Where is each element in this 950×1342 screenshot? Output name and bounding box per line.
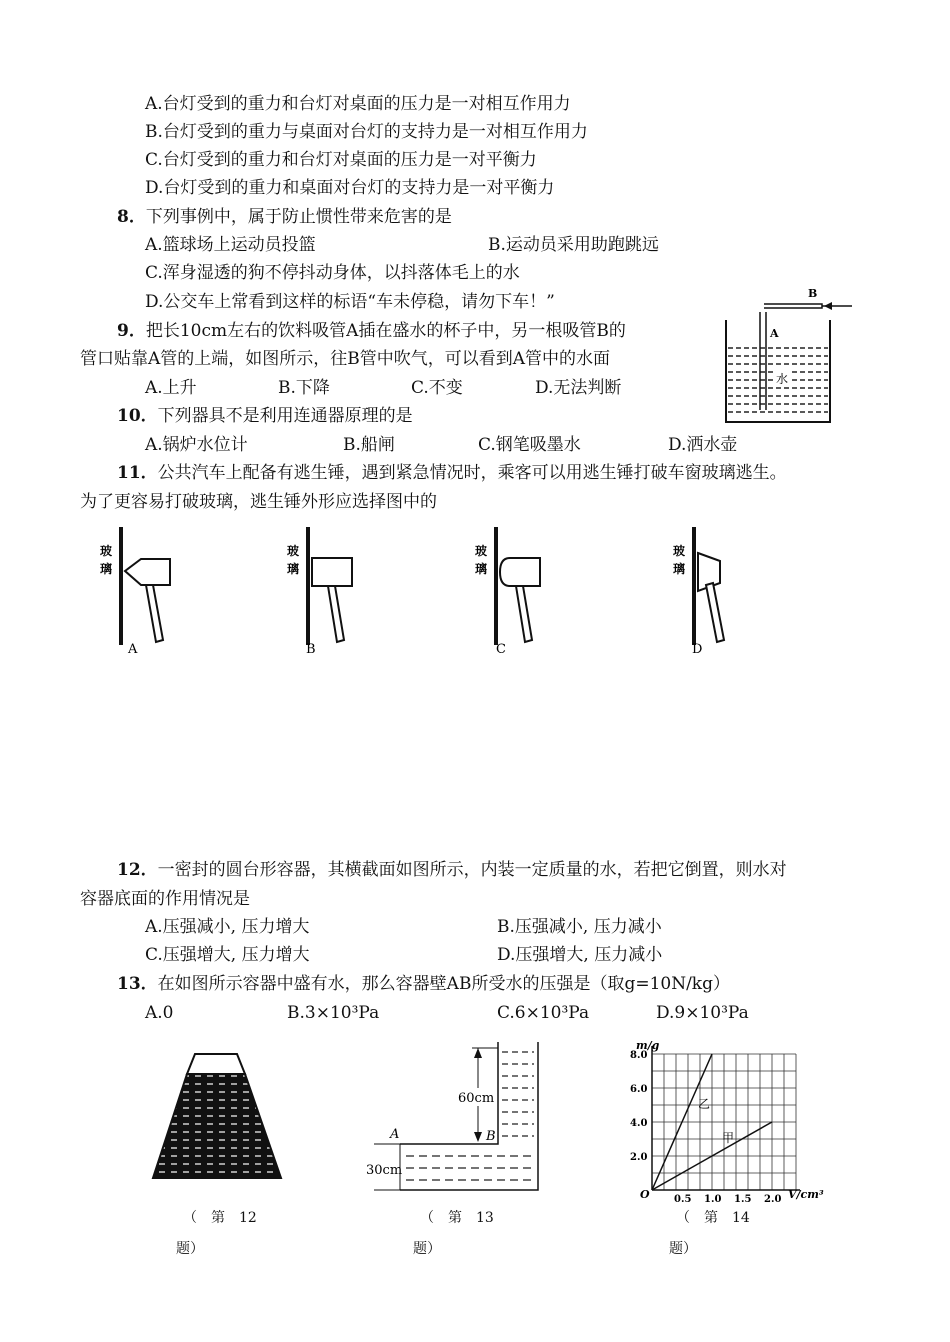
blow-arrow-head bbox=[824, 302, 832, 310]
x-tick-label: 2.0 bbox=[764, 1194, 782, 1205]
q12-option-b: B.压强减小, 压力减小 bbox=[497, 917, 662, 937]
q7-option-d: D.台灯受到的重力和桌面对台灯的支持力是一对平衡力 bbox=[145, 178, 555, 198]
q9-option-b: B.下降 bbox=[278, 378, 330, 398]
water-pattern-base bbox=[406, 1156, 534, 1180]
dim-60-arrow-down bbox=[474, 1132, 482, 1142]
chart-grid bbox=[652, 1054, 796, 1190]
q12-stem-line2: 容器底面的作用情况是 bbox=[80, 889, 250, 909]
q9-option-d: D.无法判断 bbox=[535, 378, 622, 398]
q8-number: 8． bbox=[117, 207, 146, 227]
water-label: 水 bbox=[776, 372, 789, 386]
q10-option-c: C.钢笔吸墨水 bbox=[478, 435, 581, 455]
q9-stem-text1: 把长10cm左右的饮料吸管A插在盛水的杯子中，另一根吸管B的 bbox=[145, 321, 626, 341]
hammer-handle bbox=[328, 586, 344, 642]
q11-stem-text1: 公共汽车上配备有逃生锤，遇到紧急情况时，乘客可以用逃生锤打破车窗玻璃逃生。 bbox=[157, 463, 787, 483]
q14-caption-line1: （ 第 14 bbox=[676, 1210, 750, 1226]
q8-stem bbox=[117, 206, 452, 228]
q12-stem-text1: 一密封的圆台形容器，其横截面如图所示，内装一定质量的水，若把它倒置，则水对 bbox=[157, 860, 787, 880]
q13-option-d: D.9×10³Pa bbox=[656, 1003, 749, 1023]
q9-number: 9． bbox=[117, 321, 146, 341]
x-tick-label: 0.5 bbox=[674, 1194, 692, 1205]
q12-figure bbox=[145, 1048, 295, 1183]
hammer-head-flat bbox=[312, 558, 352, 586]
tube-b-label: B bbox=[808, 287, 818, 300]
q12-option-d: D.压强增大, 压力减小 bbox=[497, 945, 663, 965]
point-b-label: B bbox=[486, 1129, 496, 1144]
y-tick-label: 8.0 bbox=[630, 1050, 648, 1061]
glass-pane bbox=[692, 527, 696, 645]
q10-option-a: A.锅炉水位计 bbox=[145, 435, 248, 455]
option-label-c: C bbox=[496, 642, 506, 657]
option-label-b: B bbox=[306, 642, 316, 657]
hammer-handle bbox=[146, 585, 163, 642]
q12-stem-line1 bbox=[117, 859, 787, 881]
chart-ylabel: m/g bbox=[636, 1039, 660, 1052]
hammer-figure-b bbox=[282, 525, 372, 660]
q12-caption-line2: 题） bbox=[176, 1241, 204, 1257]
q13-stem-text: 在如图所示容器中盛有水，那么容器壁AB所受水的压强是（取g=10N/kg） bbox=[157, 974, 730, 994]
q9-option-c: C.不变 bbox=[411, 378, 463, 398]
frustum-top bbox=[187, 1054, 245, 1074]
tube-b bbox=[764, 304, 822, 308]
glass-pane bbox=[119, 527, 123, 645]
q9-option-a: A.上升 bbox=[145, 378, 197, 398]
q13-figure bbox=[360, 1038, 550, 1198]
q13-caption-line2: 题） bbox=[413, 1241, 441, 1257]
q13-option-c: C.6×10³Pa bbox=[497, 1003, 590, 1023]
x-tick-label: 1.5 bbox=[734, 1194, 752, 1205]
glass-label-2: 璃 bbox=[475, 562, 488, 576]
q14-chart bbox=[628, 1030, 824, 1205]
glass-label-2: 璃 bbox=[287, 562, 300, 576]
glass-pane bbox=[494, 527, 498, 645]
q13-caption-line1: （ 第 13 bbox=[420, 1210, 494, 1226]
hammer-figure-c bbox=[470, 525, 560, 660]
q8-option-c: C.浑身湿透的狗不停抖动身体，以抖落体毛上的水 bbox=[145, 263, 520, 283]
chart-xlabel: V/cm³ bbox=[788, 1188, 824, 1201]
glass-label-1: 玻 bbox=[287, 544, 300, 558]
glass-label-2: 璃 bbox=[100, 562, 113, 576]
point-a-label: A bbox=[390, 1127, 400, 1142]
q11-stem-line2: 为了更容易打破玻璃，逃生锤外形应选择图中的 bbox=[80, 492, 437, 512]
x-tick-label: 1.0 bbox=[704, 1194, 722, 1205]
y-tick-label: 2.0 bbox=[630, 1152, 648, 1163]
hammer-figure-a bbox=[95, 525, 185, 660]
q8-option-b: B.运动员采用助跑跳远 bbox=[488, 235, 659, 255]
q10-number: 10． bbox=[117, 406, 158, 426]
q11-stem-line1 bbox=[117, 462, 787, 484]
dim-30-label: 30cm bbox=[366, 1163, 403, 1178]
q7-option-b: B.台灯受到的重力与桌面对台灯的支持力是一对相互作用力 bbox=[145, 122, 588, 142]
glass-pane bbox=[306, 527, 310, 645]
q11-number: 11． bbox=[117, 463, 158, 483]
q14-caption-line2: 题） bbox=[669, 1241, 697, 1257]
q9-figure bbox=[712, 282, 862, 427]
water-pattern-tube bbox=[502, 1052, 534, 1136]
hammer-handle bbox=[706, 583, 724, 642]
tube-a-label: A bbox=[770, 327, 779, 340]
y-tick-label: 4.0 bbox=[630, 1118, 648, 1129]
frustum-water bbox=[153, 1074, 281, 1178]
glass-label-1: 玻 bbox=[100, 544, 113, 558]
q12-caption-line1: （ 第 12 bbox=[183, 1210, 257, 1226]
dim-60-arrow-up bbox=[474, 1048, 482, 1058]
q8-stem-text: 下列事例中，属于防止惯性带来危害的是 bbox=[145, 207, 452, 227]
glass-label-1: 玻 bbox=[673, 544, 686, 558]
q10-option-d: D.洒水壶 bbox=[668, 435, 738, 455]
dim-60-label: 60cm bbox=[458, 1091, 495, 1106]
q9-stem-line1 bbox=[117, 320, 626, 342]
q13-number: 13． bbox=[117, 974, 158, 994]
q8-option-d: D.公交车上常看到这样的标语“车未停稳，请勿下车！” bbox=[145, 292, 555, 312]
q7-option-c: C.台灯受到的重力和台灯对桌面的压力是一对平衡力 bbox=[145, 150, 537, 170]
q12-option-c: C.压强增大, 压力增大 bbox=[145, 945, 310, 965]
q7-option-a: A.台灯受到的重力和台灯对桌面的压力是一对相互作用力 bbox=[145, 94, 571, 114]
series-label-yi: 乙 bbox=[698, 1097, 711, 1111]
chart-axes bbox=[652, 1046, 800, 1190]
q13-stem bbox=[117, 973, 730, 995]
series-label-jia: 甲 bbox=[722, 1131, 735, 1145]
q10-stem bbox=[117, 405, 413, 427]
q12-option-a: A.压强减小, 压力增大 bbox=[145, 917, 310, 937]
q9-stem-line2: 管口贴靠A管的上端，如图所示，往B管中吹气，可以看到A管中的水面 bbox=[80, 349, 611, 369]
chart-origin: O bbox=[640, 1188, 650, 1201]
q13-option-b: B.3×10³Pa bbox=[287, 1003, 380, 1023]
hammer-head-pointed bbox=[125, 559, 170, 585]
y-tick-label: 6.0 bbox=[630, 1084, 648, 1095]
option-label-a: A bbox=[128, 642, 138, 657]
hammer-handle bbox=[516, 586, 532, 642]
q12-number: 12． bbox=[117, 860, 158, 880]
glass-label-1: 玻 bbox=[475, 544, 488, 558]
q10-option-b: B.船闸 bbox=[343, 435, 395, 455]
q8-option-a: A.篮球场上运动员投篮 bbox=[145, 235, 316, 255]
option-label-d: D bbox=[692, 642, 703, 657]
hammer-figure-d bbox=[668, 525, 758, 660]
hammer-head-rounded bbox=[500, 558, 540, 586]
q10-stem-text: 下列器具不是利用连通器原理的是 bbox=[157, 406, 413, 426]
glass-label-2: 璃 bbox=[673, 562, 686, 576]
q13-option-a: A.0 bbox=[145, 1003, 174, 1023]
